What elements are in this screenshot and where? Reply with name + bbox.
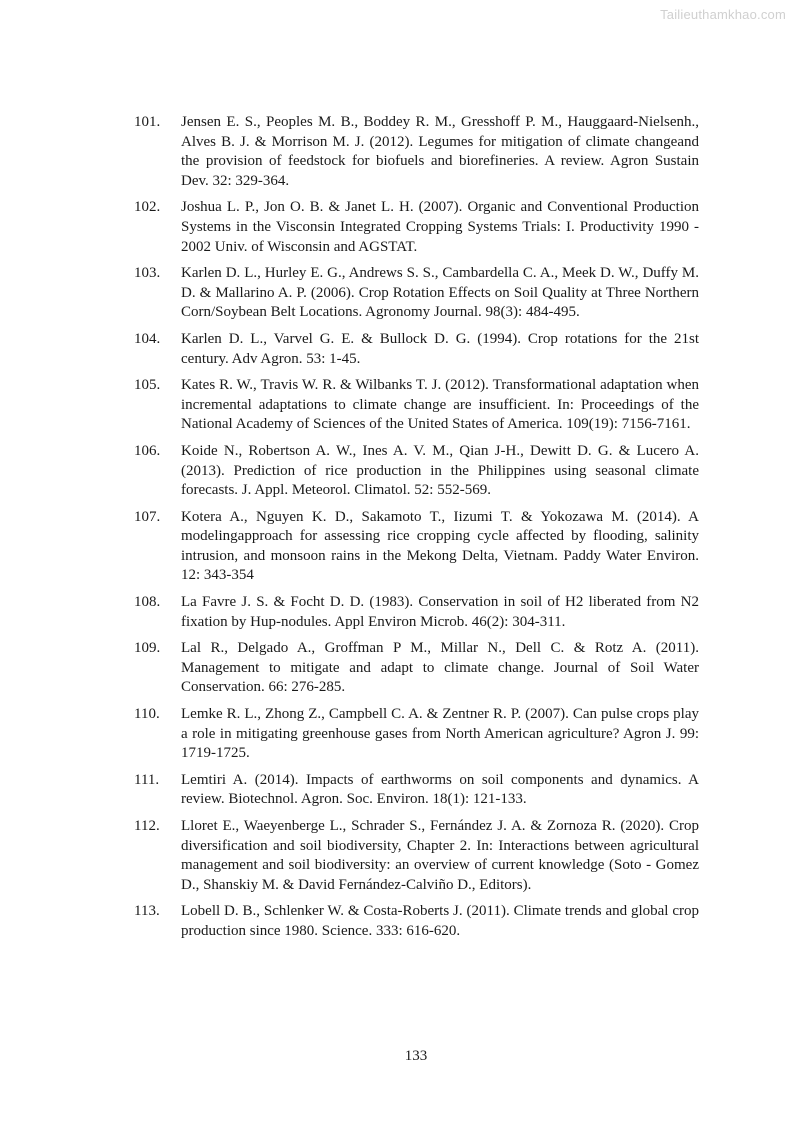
- reference-number: 103.: [134, 265, 161, 282]
- reference-item: [134, 771, 699, 810]
- reference-number: 105.: [134, 377, 161, 394]
- reference-item: [134, 442, 699, 501]
- reference-item: [134, 113, 699, 191]
- reference-item: [134, 593, 699, 632]
- reference-number: 109.: [134, 640, 161, 657]
- reference-text: Lal R., Delgado A., Groffman P M., Millar N., Dell C. & Rotz A. (2011). Management to mitigate and adapt to climate change. Journal of Soil Water Conservation. 66: 276-285.: [181, 640, 699, 696]
- reference-number: 104.: [134, 330, 161, 347]
- reference-item: [134, 639, 699, 698]
- reference-item: [134, 705, 699, 764]
- reference-number: 111.: [134, 771, 160, 788]
- reference-text: Lobell D. B., Schlenker W. & Costa-Roberts J. (2011). Climate trends and global crop production since 1980. Science. 333: 616-620.: [181, 903, 699, 939]
- reference-number: 106.: [134, 442, 161, 459]
- reference-number: 101.: [134, 114, 161, 130]
- reference-text: Lloret E., Waeyenberge L., Schrader S., Fernández J. A. & Zornoza R. (2020). Crop diversification and soil biodiversity, Chapter 2. In: Interactions between agricultural management and soil biodiversity: an overview of current knowledge (Soto - Gomez D., Shanskiy M. & David Fernández-Calviño D., Editors).: [181, 818, 699, 893]
- reference-number: 108.: [134, 594, 161, 611]
- reference-text: Joshua L. P., Jon O. B. & Janet L. H. (2007). Organic and Conventional Production Systems in the Visconsin Integrated Cropping Systems Trials: I. Productivity 1990 - 2002 Univ. of Wisconsin and AGSTAT.: [181, 199, 699, 255]
- reference-list: [134, 113, 699, 949]
- reference-item: [134, 508, 699, 586]
- reference-item: [134, 198, 699, 257]
- reference-text: Kates R. W., Travis W. R. & Wilbanks T. J. (2012). Transformational adaptation when incremental adaptations to climate change are insufficient. In: Proceedings of the National Academy of Sciences of the United States of America. 109(19): 7156-7161.: [181, 377, 699, 433]
- watermark: Tailieuthamkhao.com: [660, 7, 786, 22]
- reference-number: 112.: [134, 818, 160, 834]
- reference-number: 110.: [134, 706, 160, 723]
- reference-text: La Favre J. S. & Focht D. D. (1983). Conservation in soil of H2 liberated from N2 fixation by Hup-nodules. Appl Environ Microb. 46(2): 304-311.: [181, 594, 699, 630]
- reference-text: Lemtiri A. (2014). Impacts of earthworms on soil components and dynamics. A review. Biotechnol. Agron. Soc. Environ. 18(1): 121-133.: [181, 771, 699, 808]
- reference-text: Kotera A., Nguyen K. D., Sakamoto T., Iizumi T. & Yokozawa M. (2014). A modelingapproach for assessing rice cropping cycle affected by flooding, salinity intrusion, and monsoon rains in the Mekong Delta, Vietnam. Paddy Water Environ. 12: 343-354: [181, 508, 699, 584]
- reference-item: [134, 902, 699, 941]
- reference-number: 107.: [134, 508, 161, 525]
- reference-item: [134, 376, 699, 435]
- reference-text: Karlen D. L., Varvel G. E. & Bullock D. G. (1994). Crop rotations for the 21st century. Adv Agron. 53: 1-45.: [181, 330, 699, 367]
- reference-text: Jensen E. S., Peoples M. B., Boddey R. M., Gresshoff P. M., Hauggaard-Nielsenh., Alves B. J. & Morrison M. J. (2012). Legumes for mitigation of climate changeand the provision of feedstock for biofuels and biorefineries. A review. Agron Sustain Dev. 32: 329-364.: [181, 114, 699, 189]
- reference-item: [134, 817, 699, 895]
- reference-text: Koide N., Robertson A. W., Ines A. V. M., Qian J-H., Dewitt D. G. & Lucero A. (2013). Prediction of rice production in the Philippines using seasonal climate forecasts. J. Appl. Meteorol. Climatol. 52: 552-569.: [181, 442, 699, 499]
- reference-text: Lemke R. L., Zhong Z., Campbell C. A. & Zentner R. P. (2007). Can pulse crops play a role in mitigating greenhouse gases from North American agriculture? Agron J. 99: 1719-1725.: [181, 706, 699, 762]
- page-number: 133: [404, 1048, 428, 1064]
- reference-text: Karlen D. L., Hurley E. G., Andrews S. S., Cambardella C. A., Meek D. W., Duffy M. D. & Mallarino A. P. (2006). Crop Rotation Effects on Soil Quality at Three Northern Corn/Soybean Belt Locations. Agronomy Journal. 98(3): 484-495.: [181, 265, 699, 321]
- reference-number: 102.: [134, 199, 161, 216]
- reference-item: [134, 264, 699, 323]
- reference-item: [134, 330, 699, 369]
- reference-number: 113.: [134, 903, 160, 920]
